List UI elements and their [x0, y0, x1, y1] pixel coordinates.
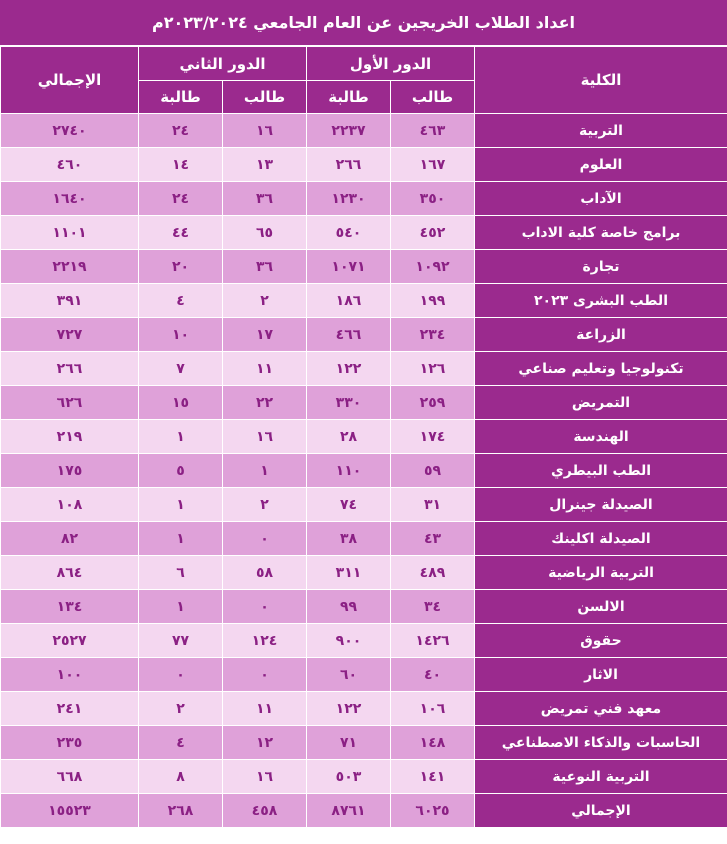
total-cell: ٢٦٦	[1, 352, 139, 386]
total-cell: ٢٥٢٧	[1, 624, 139, 658]
round1-male-cell: ١٤٢٦	[391, 624, 475, 658]
total-cell: ٨٦٤	[1, 556, 139, 590]
round2-male-cell: ٢	[223, 488, 307, 522]
round1-male-cell: ٣٥٠	[391, 182, 475, 216]
round1-female-cell: ٩٩	[307, 590, 391, 624]
round1-female-cell: ٧١	[307, 726, 391, 760]
table-row	[1, 658, 727, 692]
college-cell: التربية	[475, 114, 727, 148]
table-row	[1, 760, 727, 794]
round1-male-cell: ١٩٩	[391, 284, 475, 318]
total-cell: ٢٤١	[1, 692, 139, 726]
round2-female-cell: ١	[139, 522, 223, 556]
round2-male-cell: ١٢	[223, 726, 307, 760]
round2-female-cell: ٢٤	[139, 114, 223, 148]
round2-male-cell: ١١	[223, 352, 307, 386]
college-cell: العلوم	[475, 148, 727, 182]
college-cell: الهندسة	[475, 420, 727, 454]
college-cell: الطب البيطري	[475, 454, 727, 488]
round1-male-cell: ١٠٩٢	[391, 250, 475, 284]
round2-female-cell: ٤	[139, 726, 223, 760]
college-cell: معهد فني تمريض	[475, 692, 727, 726]
table-row	[1, 624, 727, 658]
table-row	[1, 590, 727, 624]
round2-female-cell: ١٠	[139, 318, 223, 352]
round1-female-cell: ٣٨	[307, 522, 391, 556]
college-cell: الاثار	[475, 658, 727, 692]
round1-male-cell: ١٤١	[391, 760, 475, 794]
total-cell: ١٦٤٠	[1, 182, 139, 216]
table-row	[1, 352, 727, 386]
round1-female-cell: ٦٠	[307, 658, 391, 692]
round2-female-cell: ٠	[139, 658, 223, 692]
round2-female-cell: ١٥	[139, 386, 223, 420]
total-cell: ١١٠١	[1, 216, 139, 250]
college-cell: الالسن	[475, 590, 727, 624]
table-row	[1, 454, 727, 488]
round1-male-cell: ٢٣٤	[391, 318, 475, 352]
round1-female-cell: ١٢٣٠	[307, 182, 391, 216]
round1-male-cell: ١٠٦	[391, 692, 475, 726]
college-cell: برامج خاصة كلية الاداب	[475, 216, 727, 250]
round1-male-cell: ٤٦٣	[391, 114, 475, 148]
college-cell: تكنولوجيا وتعليم صناعي	[475, 352, 727, 386]
round2-female-cell: ٧	[139, 352, 223, 386]
total-cell: ٦٢٦	[1, 386, 139, 420]
round2-female-cell: ٥	[139, 454, 223, 488]
round1-female-cell: ١٢٢	[307, 352, 391, 386]
round1-female-cell: ٣١١	[307, 556, 391, 590]
round2-male-cell: ٦٥	[223, 216, 307, 250]
round2-male-cell: ١٧	[223, 318, 307, 352]
round2-male-cell: ١	[223, 454, 307, 488]
round2-female-cell: ١	[139, 420, 223, 454]
table-row	[1, 726, 727, 760]
table-row	[1, 148, 727, 182]
round1-female-cell: ٥٠٣	[307, 760, 391, 794]
round2-header: الدور الثاني	[139, 47, 307, 81]
round2-male-cell: ١٦	[223, 114, 307, 148]
total-cell: ١٣٤	[1, 590, 139, 624]
table-row	[1, 692, 727, 726]
round2-female-cell: ٤	[139, 284, 223, 318]
table-row	[1, 488, 727, 522]
total-cell: ٤٦٠	[1, 148, 139, 182]
round1-female-cell: ١٢٢	[307, 692, 391, 726]
graduates-table	[0, 46, 727, 828]
round2-male-cell: ٠	[223, 590, 307, 624]
total-cell: ٨٢	[1, 522, 139, 556]
total-cell: ١٧٥	[1, 454, 139, 488]
college-cell: التربية النوعية	[475, 760, 727, 794]
total-cell: ١٠٠	[1, 658, 139, 692]
table-row	[1, 114, 727, 148]
round1-header: الدور الأول	[307, 47, 475, 81]
total-header: الإجمالي	[1, 47, 139, 114]
table-row	[1, 250, 727, 284]
college-cell: الزراعة	[475, 318, 727, 352]
table-row	[1, 794, 727, 828]
college-cell: الطب البشرى ٢٠٢٣	[475, 284, 727, 318]
college-cell: الحاسبات والذكاء الاصطناعي	[475, 726, 727, 760]
college-cell: التمريض	[475, 386, 727, 420]
table-row	[1, 216, 727, 250]
round2-female-cell: ٢٤	[139, 182, 223, 216]
round1-male-cell: ٤٥٢	[391, 216, 475, 250]
total-cell: ٢١٩	[1, 420, 139, 454]
round2-male-cell: ٠	[223, 658, 307, 692]
round1-female-cell: ٥٤٠	[307, 216, 391, 250]
round2-female-cell: ١	[139, 488, 223, 522]
round1-male-cell: ٣٤	[391, 590, 475, 624]
round2-female-header: طالبة	[139, 81, 223, 114]
round2-male-cell: ١٦	[223, 420, 307, 454]
total-cell: ٦٦٨	[1, 760, 139, 794]
round2-male-cell: ٣٦	[223, 182, 307, 216]
college-cell: الصيدلة جينرال	[475, 488, 727, 522]
college-cell: حقوق	[475, 624, 727, 658]
round1-male-cell: ٤٣	[391, 522, 475, 556]
round1-female-cell: ٤٦٦	[307, 318, 391, 352]
round2-male-cell: ١١	[223, 692, 307, 726]
college-cell: التربية الرياضية	[475, 556, 727, 590]
total-cell: ٢٢١٩	[1, 250, 139, 284]
round2-female-cell: ٢٠	[139, 250, 223, 284]
total-cell: ٣٩١	[1, 284, 139, 318]
round1-male-cell: ٤٠	[391, 658, 475, 692]
round1-female-cell: ٩٠٠	[307, 624, 391, 658]
college-cell: الآداب	[475, 182, 727, 216]
round1-female-cell: ٢٦٦	[307, 148, 391, 182]
round2-female-cell: ١٤	[139, 148, 223, 182]
total-cell: ١٥٥٢٣	[1, 794, 139, 828]
round1-male-cell: ١٤٨	[391, 726, 475, 760]
table-row	[1, 522, 727, 556]
round2-female-cell: ٤٤	[139, 216, 223, 250]
round2-male-header: طالب	[223, 81, 307, 114]
round2-female-cell: ٨	[139, 760, 223, 794]
table-row	[1, 556, 727, 590]
round1-female-cell: ١٠٧١	[307, 250, 391, 284]
round1-male-cell: ١٦٧	[391, 148, 475, 182]
college-cell: تجارة	[475, 250, 727, 284]
round2-female-cell: ٧٧	[139, 624, 223, 658]
round2-male-cell: ١٢٤	[223, 624, 307, 658]
college-cell: الصيدلة اكلينك	[475, 522, 727, 556]
college-cell: الإجمالي	[475, 794, 727, 828]
round2-male-cell: ٥٨	[223, 556, 307, 590]
total-cell: ٢٧٤٠	[1, 114, 139, 148]
round2-male-cell: ٠	[223, 522, 307, 556]
table-row	[1, 182, 727, 216]
round1-male-cell: ٥٩	[391, 454, 475, 488]
round1-female-header: طالبة	[307, 81, 391, 114]
round1-male-cell: ١٧٤	[391, 420, 475, 454]
round1-male-cell: ٢٥٩	[391, 386, 475, 420]
round2-female-cell: ٦	[139, 556, 223, 590]
round1-female-cell: ١١٠	[307, 454, 391, 488]
round1-female-cell: ٢٢٣٧	[307, 114, 391, 148]
round2-female-cell: ١	[139, 590, 223, 624]
table-row	[1, 420, 727, 454]
round1-female-cell: ٨٧٦١	[307, 794, 391, 828]
round2-male-cell: ٣٦	[223, 250, 307, 284]
round1-male-cell: ٤٨٩	[391, 556, 475, 590]
total-cell: ١٠٨	[1, 488, 139, 522]
round1-female-cell: ٣٣٠	[307, 386, 391, 420]
total-cell: ٢٣٥	[1, 726, 139, 760]
total-cell: ٧٢٧	[1, 318, 139, 352]
round2-male-cell: ١٣	[223, 148, 307, 182]
table-title: اعداد الطلاب الخريجين عن العام الجامعي ٢٠٢٣/٢٠٢٤م	[0, 0, 727, 45]
round1-male-cell: ٣١	[391, 488, 475, 522]
college-header: الكلية	[475, 47, 727, 114]
round2-male-cell: ٢	[223, 284, 307, 318]
round1-female-cell: ٧٤	[307, 488, 391, 522]
round1-male-header: طالب	[391, 81, 475, 114]
round2-male-cell: ٢٢	[223, 386, 307, 420]
round1-male-cell: ٦٠٢٥	[391, 794, 475, 828]
table-body	[1, 114, 727, 828]
round1-female-cell: ١٨٦	[307, 284, 391, 318]
round2-female-cell: ٢٦٨	[139, 794, 223, 828]
round2-male-cell: ١٦	[223, 760, 307, 794]
round2-female-cell: ٢	[139, 692, 223, 726]
table-row	[1, 284, 727, 318]
round1-female-cell: ٢٨	[307, 420, 391, 454]
round1-male-cell: ١٢٦	[391, 352, 475, 386]
table-row	[1, 386, 727, 420]
table-row	[1, 318, 727, 352]
round2-male-cell: ٤٥٨	[223, 794, 307, 828]
